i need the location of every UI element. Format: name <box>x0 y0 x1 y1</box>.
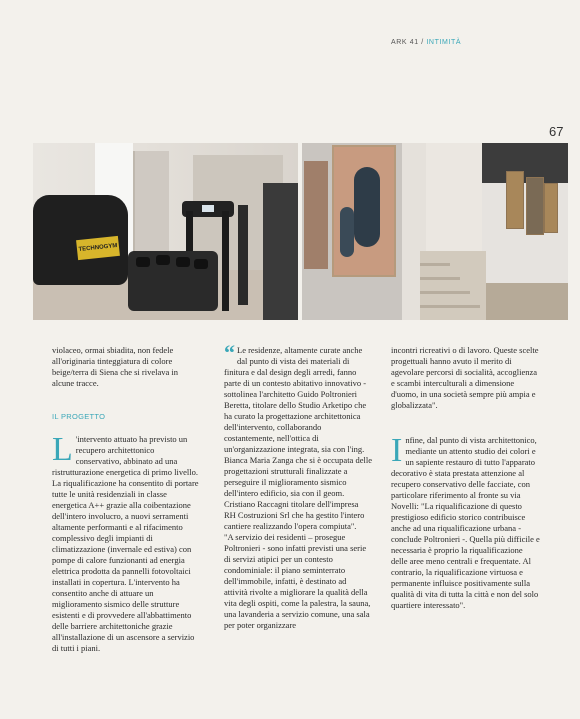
brand-logo: TECHNOGYM <box>76 236 120 260</box>
body-paragraph: Infine, dal punto di vista architettonico, mediante un attento studio dei colori e un sapiente restauro di tutto l'apparato decorativo è stata prestata attenzione al recupero conservativo delle facciate, con particolare riferimento al fronte su via Novelli: "La riqualificazione di questo prestigioso edificio storico contribuisce anche ad una riqualificazione urbana - conclude Poltronieri -. Quella più difficile e necessaria è proprio la riqualificazione delle aree meno centrali e frequentate. Al contrario, la riqualificazione virtuosa e permanente influisce positivamente sulla qualità di vita di tutta la città e non del solo quartiere interessato". <box>391 432 540 610</box>
dumbbell <box>156 255 170 265</box>
running-header <box>391 39 461 46</box>
drop-cap: I <box>391 432 403 469</box>
wall-artwork <box>526 177 544 235</box>
staircase <box>420 251 486 320</box>
gym-weight-station <box>263 183 298 320</box>
drop-cap: L <box>52 431 73 468</box>
text-column-2 <box>224 340 372 631</box>
quote-mark-icon: “ <box>224 340 235 365</box>
dumbbell-rack <box>128 251 218 311</box>
hallway-photo <box>302 143 568 320</box>
wall-artwork <box>304 161 328 269</box>
body-paragraph: incontri ricreativi o di lavoro. Queste scelte progettuali hanno avuto il merito di agevolare percorsi di socialità, accoglienza e scambi interculturali a dimensione d'uomo, in una società sempre più ampia e globalizzata". <box>391 345 539 410</box>
dumbbell <box>176 257 190 267</box>
body-paragraph: "A servizio dei residenti – prosegue Poltronieri - sono infatti previsti una serie di servizi atipici per un contesto condominiale: il piano seminterrato dell'immobile, infatti, è destinato ad attività rivolte a migliorare la qualità della vita degli ospiti, come la palestra, la sauna, una lavanderia a servizio comune, una sala per poter organizzare <box>224 532 371 630</box>
header-separator: / <box>418 39 427 46</box>
section-name: INTIMITÀ <box>426 39 462 46</box>
wall-artwork <box>332 145 396 277</box>
wall-artwork <box>506 171 524 229</box>
magazine-issue: ARK 41 <box>391 39 419 46</box>
text-column-1 <box>52 345 202 654</box>
gym-cable-post <box>238 205 248 305</box>
wall-artwork <box>544 183 558 233</box>
hall-ceiling <box>482 143 568 183</box>
page-number: 67 <box>549 124 564 139</box>
gym-photo <box>33 143 298 320</box>
body-paragraph: L 'intervento attuato ha previsto un recupero architettonico conservativo, abbinato ad una ristrutturazione energetica di primo livello. La riqualificazione ha consentito di portare tutte le unità residenziali in classe energetica A++ grazie alla coibentazione dell'intero involucro, a nuovi serramenti altamente performanti e al rifacimento complessivo degli impianti di climatizzazione (invernale ed estiva) con pompe di calore funzionanti ad energia elettrica prodotta da pannelli fotovoltaici installati in copertura. L'intervento ha consentito anche di attuare un miglioramento sismico delle strutture esistenti e di provvedere all'abbattimento delle barriere architettoniche grazie all'installazione di un ascensore a servizio di tutti i piani. <box>52 431 199 653</box>
text-column-3 <box>391 345 541 611</box>
dumbbell <box>136 257 150 267</box>
dumbbell <box>194 259 208 269</box>
gym-glass-door <box>133 151 169 261</box>
quote-paragraph: “ Le residenze, altamente curate anche dal punto di vista dei materiali di finitura e dal design degli arredi, fanno parte di un contesto abitativo innovativo - sottolinea l'architetto Guido Poltronieri Beretta, titolare dello Studio Arketipo che ha curato la progettazione architettonica dell'intervento, collaborando costantemente, nell'ottica di un'organizzazione integrata, sia con l'ing. Bianca Maria Zanga che si è occupata delle progettazioni strutturali finalizzate a perseguire il miglioramento sismico dell'intero edificio, sia con il geom. Cristiano Raccagni titolare dell'impresa RH Costruzioni Srl che ha gestito l'intero cantiere realizzando l'opera compiuta". <box>224 340 372 531</box>
section-heading: IL PROGETTO <box>52 412 106 421</box>
intro-paragraph: violaceo, ormai sbiadita, non fedele all'originaria tinteggiatura di colore beige/terra di Siena che si rivelava in alcune tracce. <box>52 345 179 388</box>
